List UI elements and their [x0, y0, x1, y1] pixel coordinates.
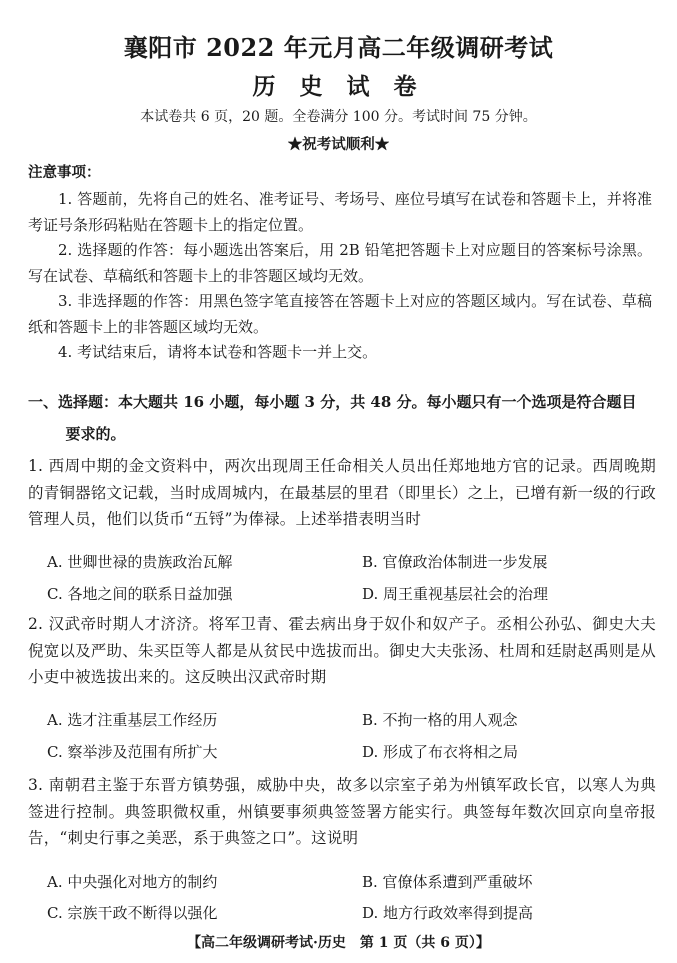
question-3-stem: 3. 南朝君主鉴于东晋方镇势强，威胁中央，故多以宗室子弟为州镇军政长官，以寒人为典签进行控制。典签职微权重，州镇要事须典签签署方能实行。典签每年数次回京向皇帝报告，“刺史行事之美恶，系于典签之口”。这说明	[28, 776, 656, 847]
notice-item-3: 3. 非选择题的作答：用黑色签字笔直接答在答题卡上对应的答题区域内。写在试卷、草稿纸和答题卡上的非答题区域均无效。	[28, 292, 652, 336]
question-1-option-a: A. 世卿世禄的贵族政治瓦解	[47, 553, 233, 571]
question-1-stem: 1. 西周中期的金文资料中，两次出现周王任命相关人员出任郑地地方官的记录。西周晚期的青铜器铭文记载，当时成周城内，在最基层的里君（即里长）之上，已增有新一级的行政管理人员，他们以货币“五锊”为俸禄。上述举措表明当时	[28, 457, 657, 528]
question-1-option-d: D. 周王重视基层社会的治理	[362, 585, 549, 603]
notice-item-2: 2. 选择题的作答：每小题选出答案后，用 2B 铅笔把答题卡上对应题目的答案标号涂黑。写在试卷、草稿纸和答题卡上的非答题区域均无效。	[28, 241, 652, 285]
question-2-option-b: B. 不拘一格的用人观念	[362, 711, 518, 729]
question-3-option-d: D. 地方行政效率得到提高	[362, 904, 534, 922]
exam-subject-title: 历 史 试 卷	[252, 73, 425, 100]
exam-info: 本试卷共 6 页，20 题。全卷满分 100 分。考试时间 75 分钟。	[140, 109, 537, 125]
question-1-option-c: C. 各地之间的联系日益加强	[47, 585, 233, 603]
section-heading-line1: 一、选择题：本大题共 16 小题，每小题 3 分，共 48 分。每小题只有一个选项是符合题目	[28, 393, 637, 411]
question-2-option-a: A. 选才注重基层工作经历	[47, 711, 218, 729]
question-2-stem: 2. 汉武帝时期人才济济。将军卫青、霍去病出身于奴仆和奴产子。丞相公孙弘、御史大夫倪宽以及严助、朱买臣等人都是从贫民中选拔而出。御史大夫张汤、杜周和廷尉赵禹则是从小吏中被选拔出来的。这反映出汉武帝时期	[28, 615, 657, 686]
question-3-option-a: A. 中央强化对地方的制约	[47, 873, 218, 891]
page-footer: 【高二年级调研考试·历史 第 1 页（共 6 页）】	[187, 935, 490, 951]
notice-item-1: 1. 答题前，先将自己的姓名、准考证号、考场号、座位号填写在试卷和答题卡上，并将准考证号条形码粘贴在答题卡上的指定位置。	[28, 190, 652, 234]
exam-title: 襄阳市 2022 年元月高二年级调研考试	[123, 33, 554, 62]
question-3-option-b: B. 官僚体系遭到严重破坏	[362, 873, 533, 891]
question-1-option-b: B. 官僚政治体制进一步发展	[362, 553, 548, 571]
question-2-option-d: D. 形成了布衣将相之局	[362, 743, 519, 761]
notices-heading: 注意事项：	[28, 164, 101, 181]
question-2-option-c: C. 察举涉及范围有所扩大	[47, 743, 218, 761]
section-heading	[28, 386, 658, 450]
question-3-option-c: C. 宗族干政不断得以强化	[47, 904, 218, 922]
notice-item-4: 4. 考试结束后，请将本试卷和答题卡一并上交。	[58, 343, 378, 361]
section-heading-line2: 要求的。	[65, 425, 126, 443]
blessing-line: ★祝考试顺利★	[287, 136, 390, 153]
